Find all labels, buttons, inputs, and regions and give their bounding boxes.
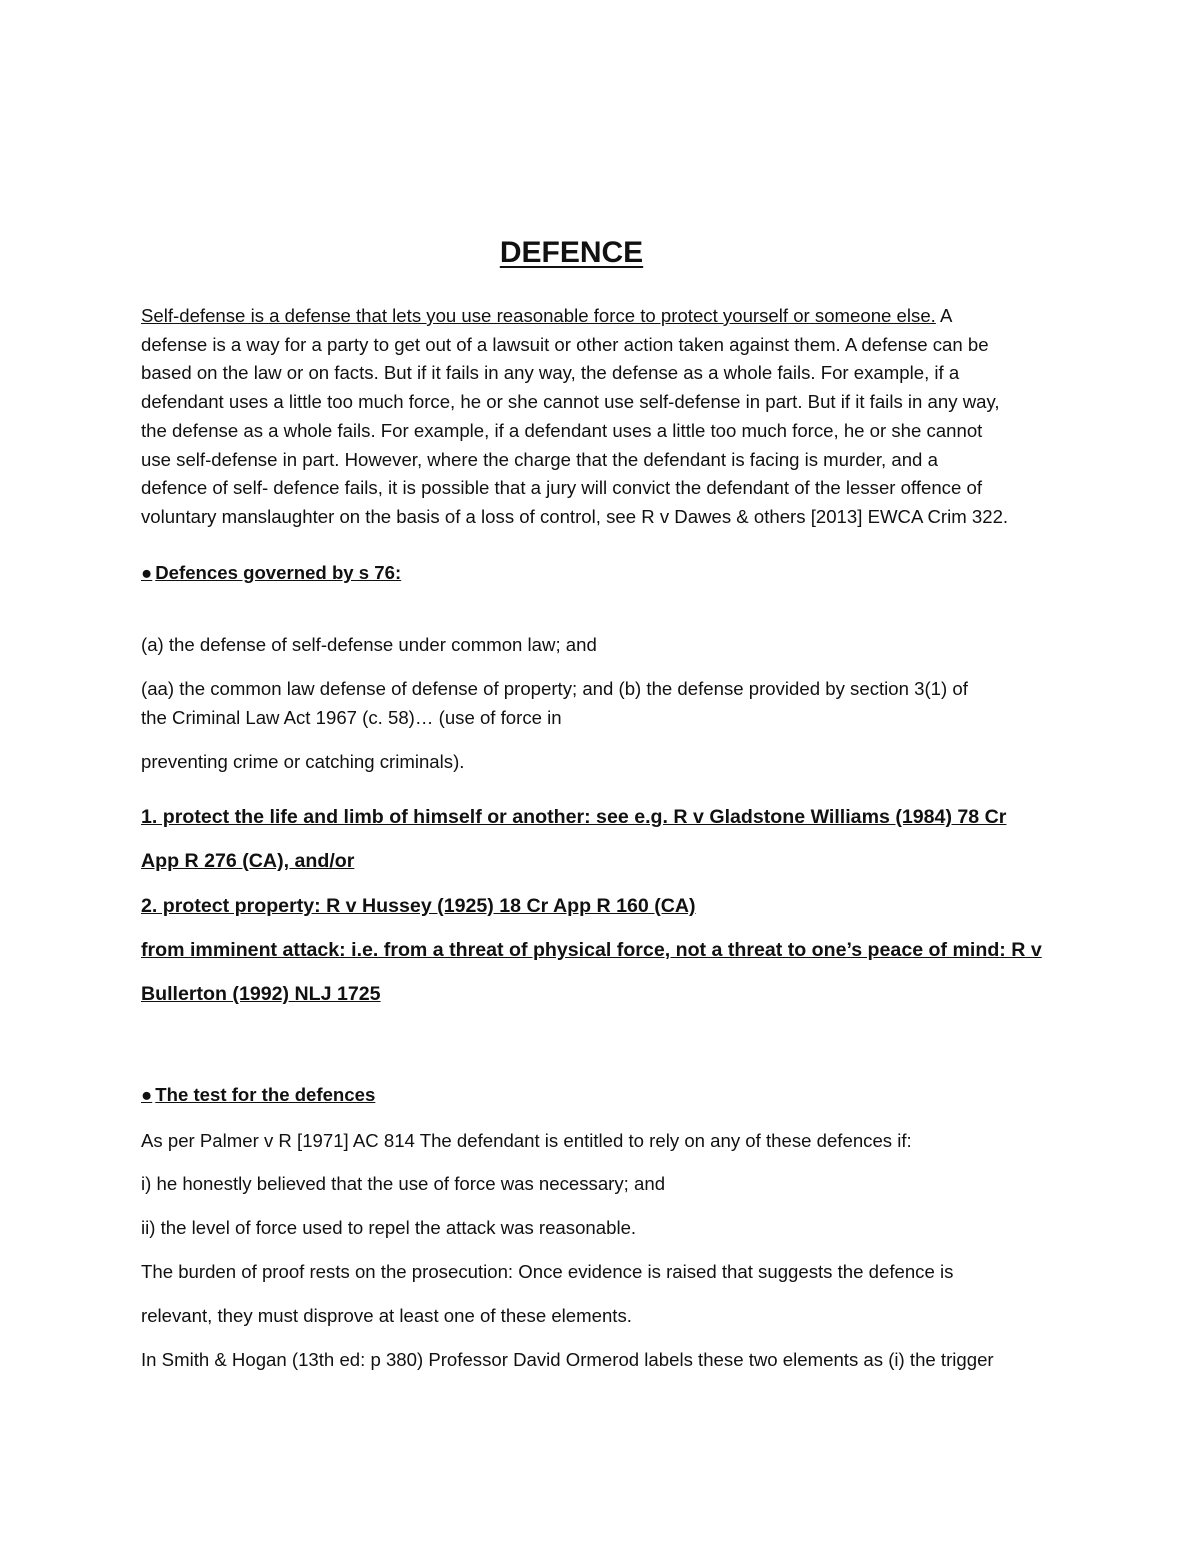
section-heading-text: Defences governed by s 76: (155, 562, 402, 583)
document-title: DEFENCE (499, 236, 644, 269)
item-aa-continued: preventing crime or catching criminals). (141, 751, 465, 772)
item-aa-line: the Criminal Law Act 1967 (c. 58)… (use of force in (141, 706, 562, 728)
item-a: (a) the defense of self-defense under common law; and (141, 634, 597, 655)
test-line-smith-hogan: In Smith & Hogan (13th ed: p 380) Professor David Ormerod labels these two elements as (i) the trigger (141, 1349, 994, 1370)
intro-line: defendant uses a little too much force, he or she cannot use self-defense in part. But if it fails in any way, (141, 391, 1000, 413)
item-aa (141, 675, 1071, 732)
bold-line-protect-property: 2. protect property: R v Hussey (1925) 18 Cr App R 160 (CA) (141, 895, 696, 917)
item-aa-line: (aa) the common law defense of defense of property; and (b) the defense provided by section 3(1) of (141, 678, 968, 699)
intro-line: based on the law or on facts. But if it fails in any way, the defense as a whole fails. For example, if a (141, 362, 960, 384)
test-line-ii: ii) the level of force used to repel the attack was reasonable. (141, 1217, 637, 1238)
intro-line: defense is a way for a party to get out of a lawsuit or other action taken against them. A defense can be (141, 333, 989, 355)
intro-line-1-rest: A (935, 305, 953, 326)
bold-line-protect-life: 1. protect the life and limb of himself or another: see e.g. R v Gladstone Williams (1984) 78 Cr (141, 806, 1007, 828)
bold-line-app-r: App R 276 (CA), and/or (141, 850, 355, 872)
test-line-palmer: As per Palmer v R [1971] AC 814 The defendant is entitled to rely on any of these defences if: (141, 1130, 912, 1151)
intro-line: defence of self- defence fails, it is possible that a jury will convict the defendant of the lesser offence of (141, 477, 982, 499)
test-line-relevant: relevant, they must disprove at least one of these elements. (141, 1305, 632, 1326)
bold-line-imminent-attack: from imminent attack: i.e. from a threat of physical force, not a threat to one’s peace of mind: R v (141, 939, 1042, 961)
intro-line: use self-defense in part. However, where the charge that the defendant is facing is murder, and a (141, 448, 938, 470)
bullet-icon: ● (141, 562, 153, 583)
intro-line: the defense as a whole fails. For example, if a defendant uses a little too much force, he or she cannot (141, 419, 983, 441)
intro-line-1 (141, 302, 1071, 331)
test-line-i: i) he honestly believed that the use of force was necessary; and (141, 1173, 666, 1194)
section-heading-test (141, 1081, 1071, 1110)
section-heading-defences-governed (141, 559, 1071, 588)
intro-paragraph (141, 302, 1071, 532)
bullet-icon: ● (141, 1084, 153, 1105)
section-heading-text: The test for the defences (155, 1084, 376, 1105)
intro-line: voluntary manslaughter on the basis of a loss of control, see R v Dawes & others [2013] EWCA Crim 322. (141, 505, 1009, 527)
test-line-burden: The burden of proof rests on the prosecution: Once evidence is raised that suggests the defence is (141, 1261, 954, 1282)
intro-underlined-sentence: Self-defense is a defense that lets you use reasonable force to protect yourself or someone else. (141, 305, 936, 326)
bold-line-bullerton: Bullerton (1992) NLJ 1725 (141, 983, 381, 1005)
